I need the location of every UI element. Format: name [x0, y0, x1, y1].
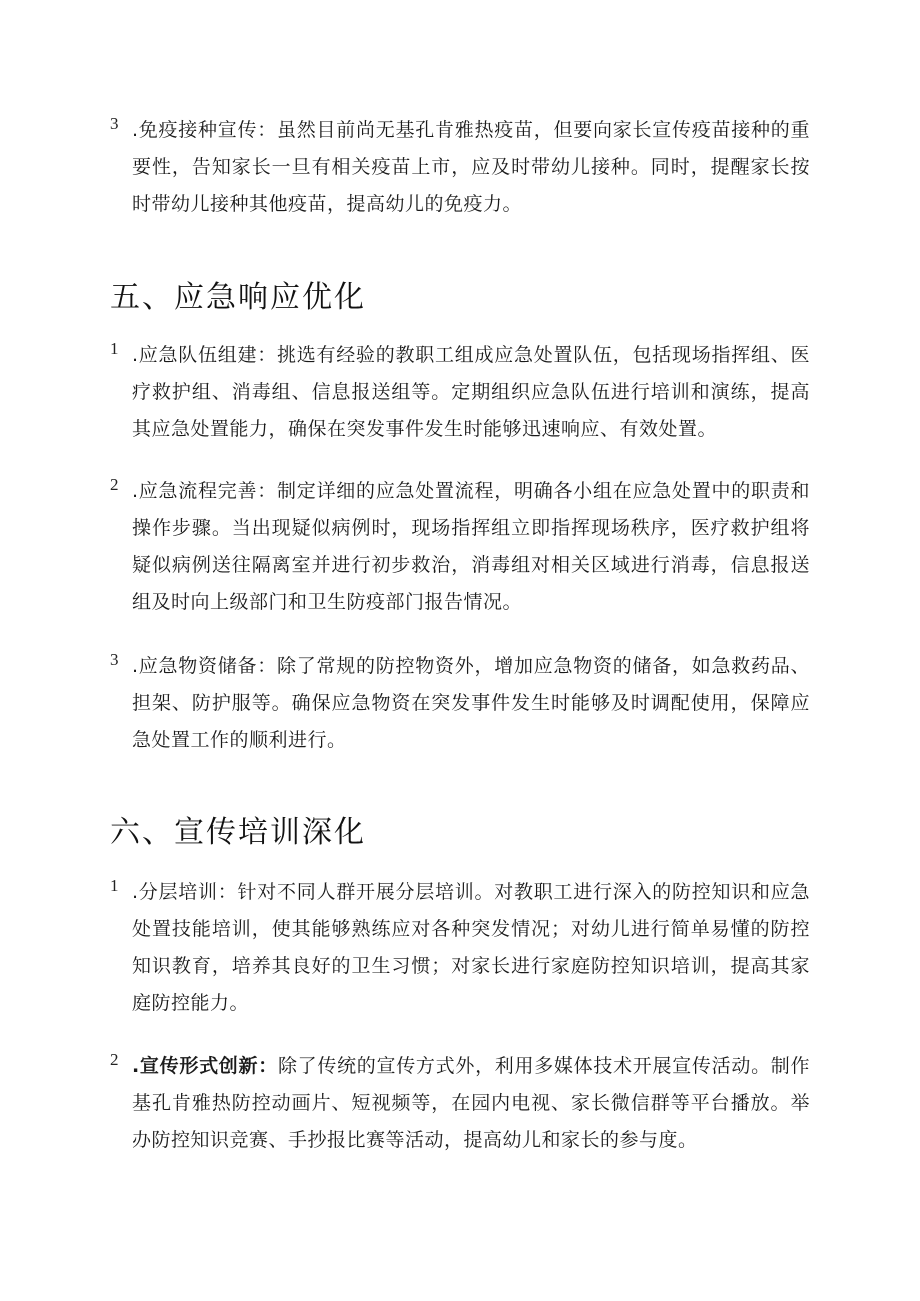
section-heading-emergency: 五、应急响应优化 [110, 280, 366, 315]
item-body [132, 337, 810, 448]
item-number: 1 [110, 876, 119, 895]
item-text: 挑选有经验的教职工组成应急处置队伍，包括现场指挥组、医疗救护组、消毒组、信息报送组等。定期组织应急队伍进行培训和演练，提高其应急处置能力，确保在突发事件发生时能够迅速响应、有效处置。 [132, 344, 810, 440]
item-text: 针对不同人群开展分层培训。对教职工进行深入的防控知识和应急处置技能培训，使其能够熟练应对各种突发情况；对幼儿进行简单易懂的防控知识教育，培养其良好的卫生习惯；对家长进行家庭防控知识培训，提高其家庭防控能力。 [132, 881, 810, 1014]
item-text: 除了传统的宣传方式外，利用多媒体技术开展宣传活动。制作基孔肯雅热防控动画片、短视频等，在园内电视、家长微信群等平台播放。举办防控知识竞赛、手抄报比赛等活动，提高幼儿和家长的参与度。 [132, 1055, 810, 1151]
item-number: 3 [110, 650, 119, 669]
item-lead: .应急物资储备： [132, 655, 278, 677]
item-lead: .应急流程完善： [132, 480, 278, 502]
item-body [132, 473, 810, 621]
item-lead: .应急队伍组建： [132, 344, 278, 366]
item-lead: .分层培训： [132, 881, 238, 903]
list-item-immunization [110, 112, 810, 223]
item-lead: .免疫接种宣传： [132, 119, 278, 141]
item-number: 2 [110, 475, 119, 494]
item-text: 制定详细的应急处置流程，明确各小组在应急处置中的职责和操作步骤。当出现疑似病例时，现场指挥组立即指挥现场秩序，医疗救护组将疑似病例送往隔离室并进行初步救治，消毒组对相关区域进行消毒，信息报送组及时向上级部门和卫生防疫部门报告情况。 [132, 480, 810, 613]
item-number: 1 [110, 339, 119, 358]
item-number: 2 [110, 1050, 119, 1069]
section-heading-training: 六、宣传培训深化 [110, 815, 366, 850]
list-item-emergency-process [110, 473, 810, 621]
list-item-publicity-innovation [110, 1048, 810, 1159]
list-item-tiered-training [110, 874, 810, 1022]
item-body [132, 874, 810, 1022]
item-body [132, 112, 810, 223]
list-item-emergency-supplies [110, 648, 810, 759]
item-lead: .宣传形式创新： [132, 1055, 278, 1077]
item-text: 虽然目前尚无基孔肯雅热疫苗，但要向家长宣传疫苗接种的重要性，告知家长一旦有相关疫苗上市，应及时带幼儿接种。同时，提醒家长按时带幼儿接种其他疫苗，提高幼儿的免疫力。 [132, 119, 810, 215]
item-number: 3 [110, 114, 119, 133]
item-body [132, 648, 810, 759]
list-item-emergency-team [110, 337, 810, 448]
item-text: 除了常规的防控物资外，增加应急物资的储备，如急救药品、担架、防护服等。确保应急物资在突发事件发生时能够及时调配使用，保障应急处置工作的顺利进行。 [132, 655, 810, 751]
item-body [132, 1048, 810, 1159]
